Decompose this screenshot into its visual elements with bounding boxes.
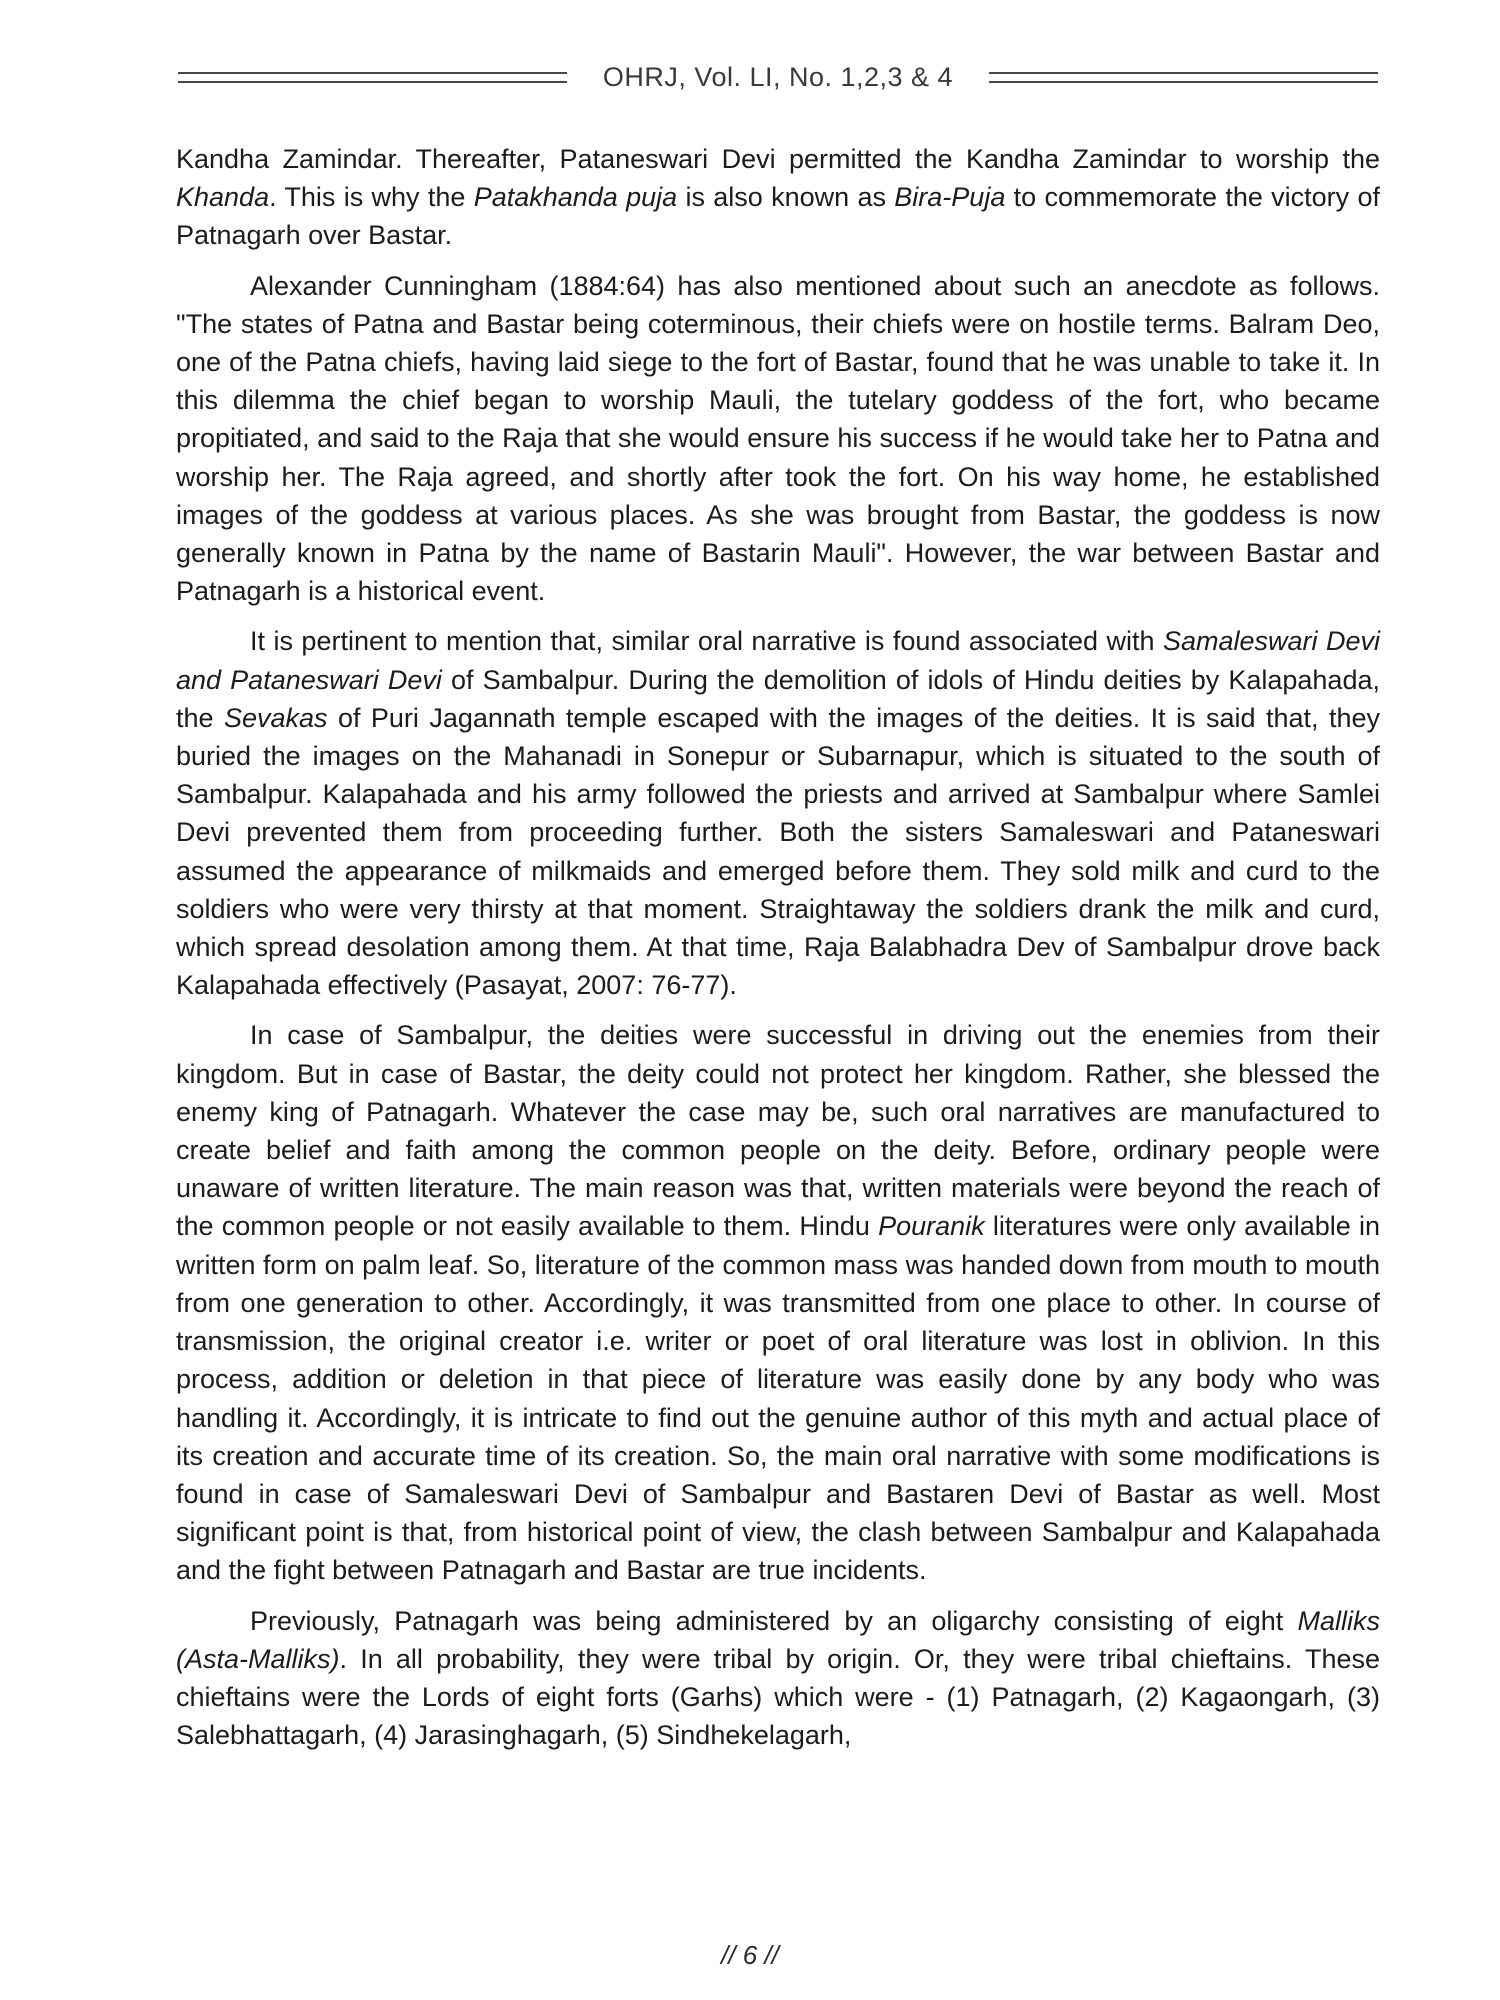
header-rule-left (178, 72, 567, 83)
paragraph-5 (176, 1602, 1380, 1755)
italic-term: Samaleswari Devi and Pataneswari Devi (176, 626, 1380, 695)
paragraph-2 (176, 267, 1380, 611)
text-run: Previously, Patnagarh was being administered by an oligarchy consisting of eight (250, 1605, 1298, 1636)
italic-term: Patakhanda puja (473, 182, 678, 213)
text-run: to commemorate the victory of Patnagarh over Bastar. (176, 182, 1380, 251)
header-rule-right (989, 72, 1378, 83)
text-run: literatures were only available in written form on palm leaf. So, literature of the common mass was handed down from mouth to mouth from one generation to other. Accordingly, it was transmitted from one place to other. In course of transmission, the original creator i.e. writer or poet of oral literature was lost in oblivion. In this process, addition or deletion in that piece of literature was easily done by any body who was handling it. Accordingly, it is intricate to find out the genuine author of this myth and actual place of its creation and accurate time of its creation. So, the main oral narrative with some modifications is found in case of Samaleswari Devi of Sambalpur and Bastaren Devi of Bastar as well. Most significant point is that, from historical point of view, the clash between Sambalpur and Kalapahada and the fight between Patnagarh and Bastar are true incidents. (176, 1211, 1380, 1586)
paragraph-3 (176, 622, 1380, 1004)
text-run: Kandha Zamindar. Thereafter, Pataneswari Devi permitted the Kandha Zamindar to worship the (176, 144, 1380, 174)
page-number: // 6 // (721, 1940, 779, 1970)
text-run: It is pertinent to mention that, similar oral narrative is found associated with (250, 626, 1163, 657)
paragraph-4 (176, 1016, 1380, 1589)
body-text (176, 140, 1380, 1766)
text-run: . In all probability, they were tribal by origin. Or, they were tribal chieftains. These chieftains were the Lords of eight forts (Garhs) which were - (1) Patnagarh, (2) Kagaongarh, (3) Salebhattagarh, (4) Jarasinghagarh, (5) Sindhekelagarh, (176, 1643, 1380, 1751)
text-run: In case of Sambalpur, the deities were successful in driving out the enemies from their kingdom. But in case of Bastar, the deity could not protect her kingdom. Rather, she blessed the enemy king of Patnagarh. Whatever the case may be, such oral narratives are manufactured to create belief and faith among the common people on the deity. Before, ordinary people were unaware of written literature. The main reason was that, written materials were beyond the reach of the common people or not easily available to them. Hindu (176, 1020, 1380, 1242)
text-run: of Puri Jagannath temple escaped with the images of the deities. It is said that, they buried the images on the Mahanadi in Sonepur or Subarnapur, which is situated to the south of Sambalpur. Kalapahada and his army followed the priests and arrived at Sambalpur where Samlei Devi prevented them from proceeding further. Both the sisters Samaleswari and Pataneswari assumed the appearance of milkmaids and emerged before them. They sold milk and curd to the soldiers who were very thirsty at that moment. Straightaway the soldiers drank the milk and curd, which spread desolation among them. At that time, Raja Balabhadra Dev of Sambalpur drove back Kalapahada effectively (Pasayat, 2007: 76-77). (176, 702, 1380, 1001)
journal-title: OHRJ, Vol. LI, No. 1,2,3 & 4 (602, 61, 954, 92)
text-run: is also known as (677, 182, 895, 213)
italic-term: Malliks (Asta-Malliks) (176, 1605, 1380, 1674)
italic-term: Bira-Puja (894, 182, 1006, 213)
paragraph-1 (176, 140, 1380, 255)
text-run: . This is why the (269, 182, 474, 213)
italic-term: Khanda (176, 182, 270, 213)
text-run: Alexander Cunningham (1884:64) has also mentioned about such an anecdote as follows. "The states of Patna and Bastar being coterminous, their chiefs were on hostile terms. Balram Deo, one of the Patna chiefs, having laid siege to the fort of Bastar, found that he was unable to take it. In this dilemma the chief began to worship Mauli, the tutelary goddess of the fort, who became propitiated, and said to the Raja that she would ensure his success if he would take her to Patna and worship her. The Raja agreed, and shortly after took the fort. On his way home, he established images of the goddess at various places. As she was brought from Bastar, the goddess is now generally known in Patna by the name of Bastarin Mauli". However, the war between Bastar and Patnagarh is a historical event. (176, 270, 1380, 607)
italic-term: Sevakas (223, 702, 328, 733)
text-run: of Sambalpur. During the demolition of idols of Hindu deities by Kalapahada, the (176, 664, 1380, 733)
running-header (178, 52, 1378, 102)
italic-term: Pouranik (878, 1211, 985, 1242)
